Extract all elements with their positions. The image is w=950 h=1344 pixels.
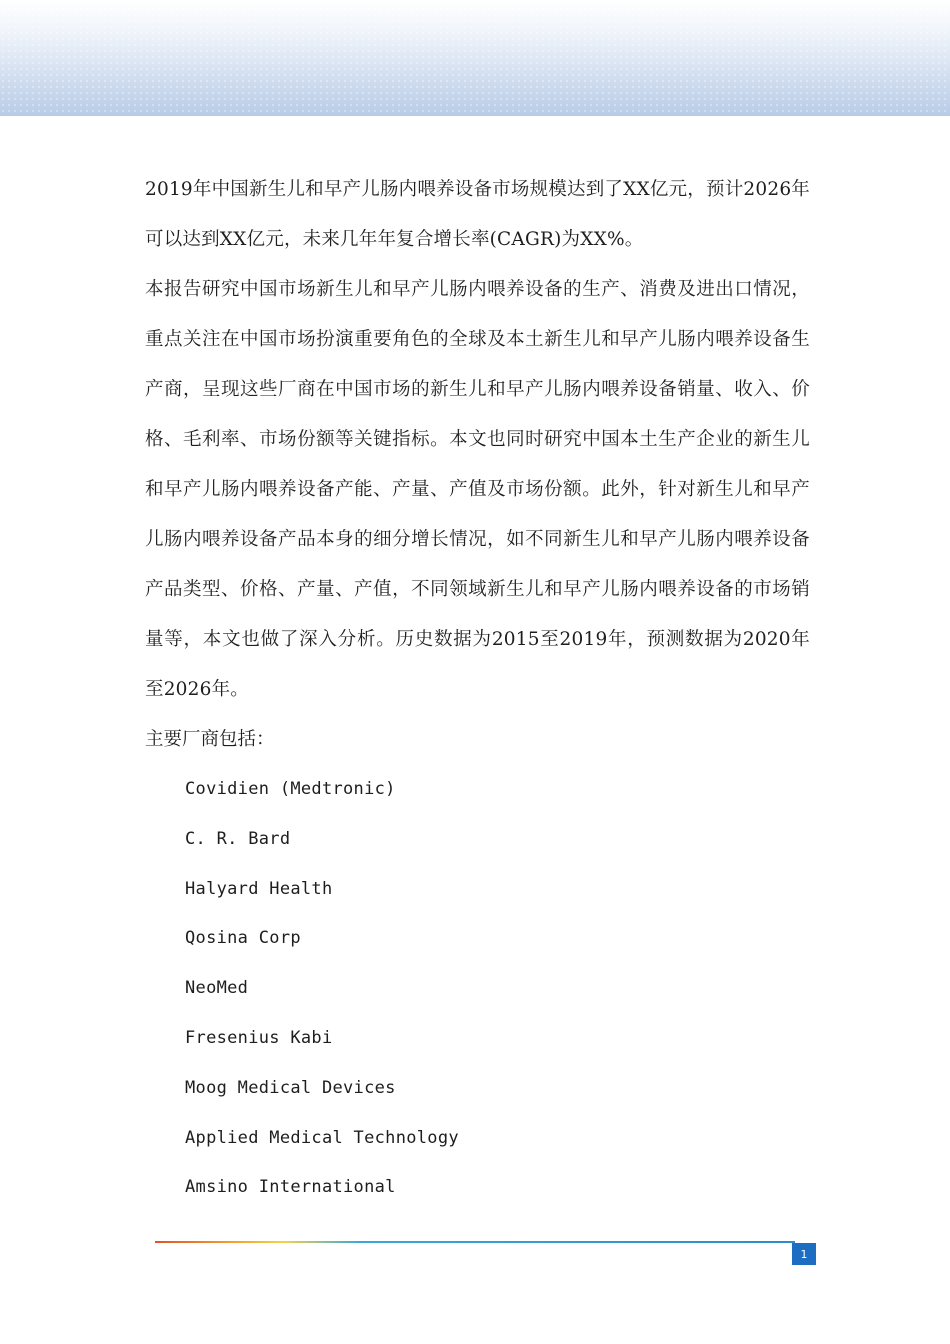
- page-number-badge: 1: [792, 1243, 816, 1265]
- list-item: Covidien (Medtronic): [185, 779, 396, 799]
- list-item: Halyard Health: [185, 878, 333, 899]
- document-body: [145, 165, 810, 1213]
- list-item: NeoMed: [185, 978, 249, 999]
- vendor-list: [145, 765, 810, 1213]
- footer-divider: [155, 1241, 795, 1243]
- paragraph-report-scope: 本报告研究中国市场新生儿和早产儿肠内喂养设备的生产、消费及进出口情况，重点关注在中国市场扮演重要角色的全球及本土新生儿和早产儿肠内喂养设备生产商，呈现这些厂商在中国市场的新生儿和早产儿肠内喂养设备销量、收入、价格、毛利率、市场份额等关键指标。本文也同时研究中国本土生产企业的新生儿和早产儿肠内喂养设备产能、产量、产值及市场份额。此外，针对新生儿和早产儿肠内喂养设备产品本身的细分增长情况，如不同新生儿和早产儿肠内喂养设备产品类型、价格、产量、产值，不同领域新生儿和早产儿肠内喂养设备的市场销量等，本文也做了深入分析。历史数据为2015至2019年，预测数据为2020年至2026年。: [145, 279, 810, 700]
- list-item: Applied Medical Technology: [185, 1127, 459, 1148]
- page-header-band: [0, 0, 950, 116]
- vendors-heading: 主要厂商包括：: [145, 729, 275, 750]
- list-item: Moog Medical Devices: [185, 1077, 396, 1098]
- list-item: C. R. Bard: [185, 828, 291, 849]
- list-item: Qosina Corp: [185, 928, 301, 949]
- list-item: Amsino International: [185, 1177, 396, 1198]
- list-item: Fresenius Kabi: [185, 1027, 333, 1048]
- paragraph-market-size: 2019年中国新生儿和早产儿肠内喂养设备市场规模达到了XX亿元，预计2026年可以达到XX亿元，未来几年年复合增长率(CAGR)为XX%。: [145, 179, 810, 250]
